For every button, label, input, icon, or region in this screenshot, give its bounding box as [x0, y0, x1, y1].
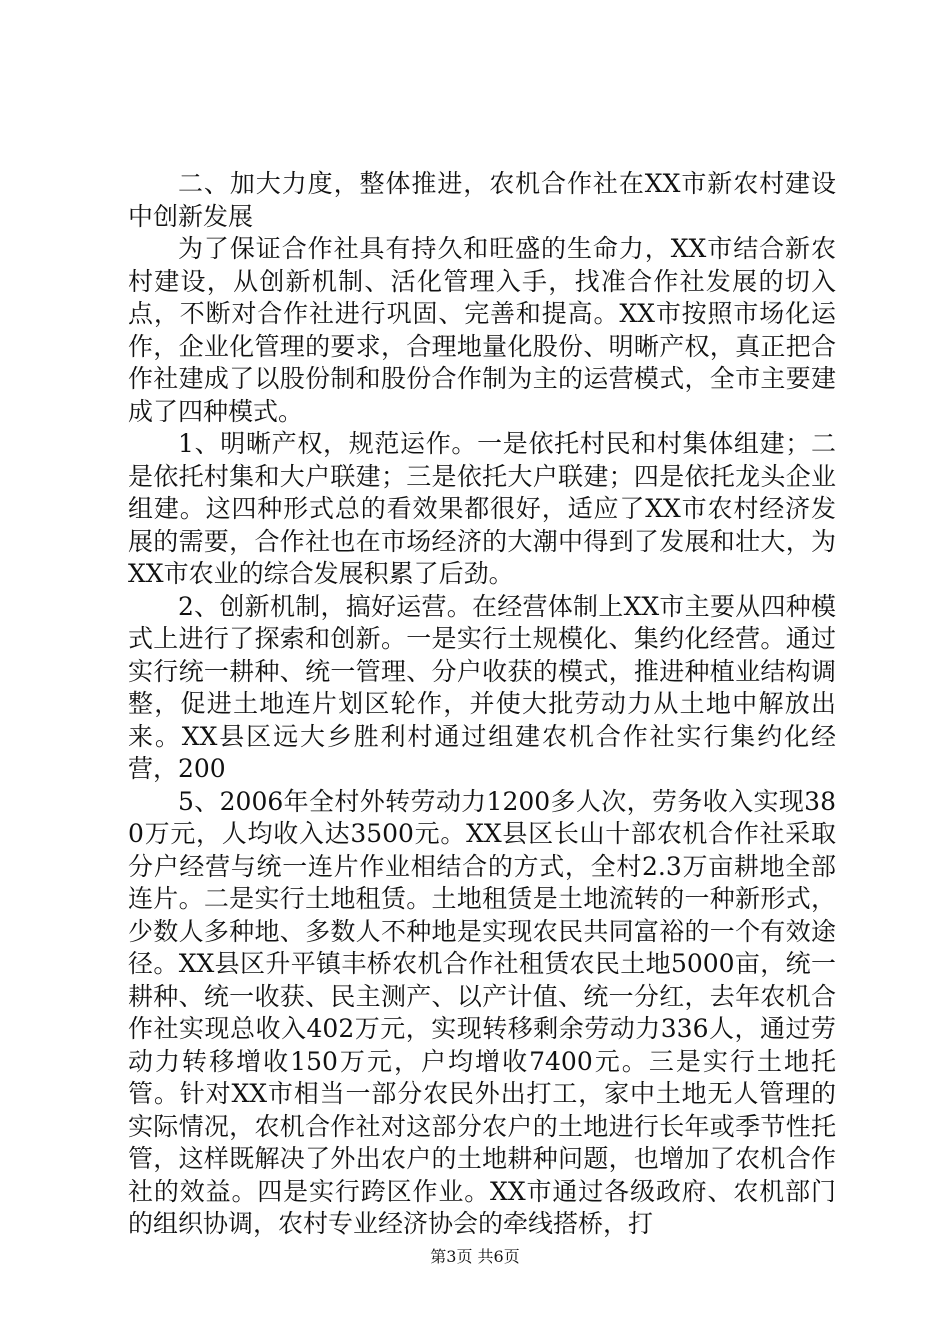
section-heading-paragraph: 二、加大力度，整体推进，农机合作社在XX市新农村建设中创新发展	[128, 169, 836, 231]
body-paragraph-2: 1、明晰产权，规范运作。一是依托村民和村集体组建；二是依托村集和大户联建；三是依托大户联建；四是依托龙头企业组建。这四种形式总的看效果都很好，适应了XX市农村经济发展的需要，合作社也在市场经济的大潮中得到了发展和壮大，为XX市农业的综合发展积累了后劲。	[128, 429, 836, 588]
page-number-label: 第3页 共6页	[430, 1247, 520, 1266]
page-footer	[0, 1247, 950, 1267]
body-paragraph-3: 2、创新机制，搞好运营。在经营体制上XX市主要从四种模式上进行了探索和创新。一是实行土规模化、集约化经营。通过实行统一耕种、统一管理、分户收获的模式，推进种植业结构调整，促进土地连片划区轮作，并使大批劳动力从土地中解放出来。XX县区远大乡胜利村通过组建农机合作社实行集约化经营，200	[128, 591, 836, 783]
document-body	[128, 168, 836, 1241]
body-paragraph-1: 为了保证合作社具有持久和旺盛的生命力，XX市结合新农村建设，从创新机制、活化管理入手，找准合作社发展的切入点，不断对合作社进行巩固、完善和提高。XX市按照市场化运作，企业化管理的要求，合理地量化股份、明晰产权，真正把合作社建成了以股份制和股份合作制为主的运营模式，全市主要建成了四种模式。	[128, 234, 836, 426]
body-paragraph-4: 5、2006年全村外转劳动力1200多人次，劳务收入实现380万元，人均收入达3500元。XX县区长山十部农机合作社采取分户经营与统一连片作业相结合的方式，全村2.3万亩耕地全部连片。二是实行土地租赁。土地租赁是土地流转的一种新形式，少数人多种地、多数人不种地是实现农民共同富裕的一个有效途径。XX县区升平镇丰桥农机合作社租赁农民土地5000亩，统一耕种、统一收获、民主测产、以产计值、统一分红，去年农机合作社实现总收入402万元，实现转移剩余劳动力336人，通过劳动力转移增收150万元，户均增收7400元。三是实行土地托管。针对XX市相当一部分农民外出打工，家中土地无人管理的实际情况，农机合作社对这部分农户的土地进行长年或季节性托管，这样既解决了外出农户的土地耕种问题，也增加了农机合作社的效益。四是实行跨区作业。XX市通过各级政府、农机部门的组织协调，农村专业经济协会的牵线搭桥，打	[128, 786, 836, 1238]
